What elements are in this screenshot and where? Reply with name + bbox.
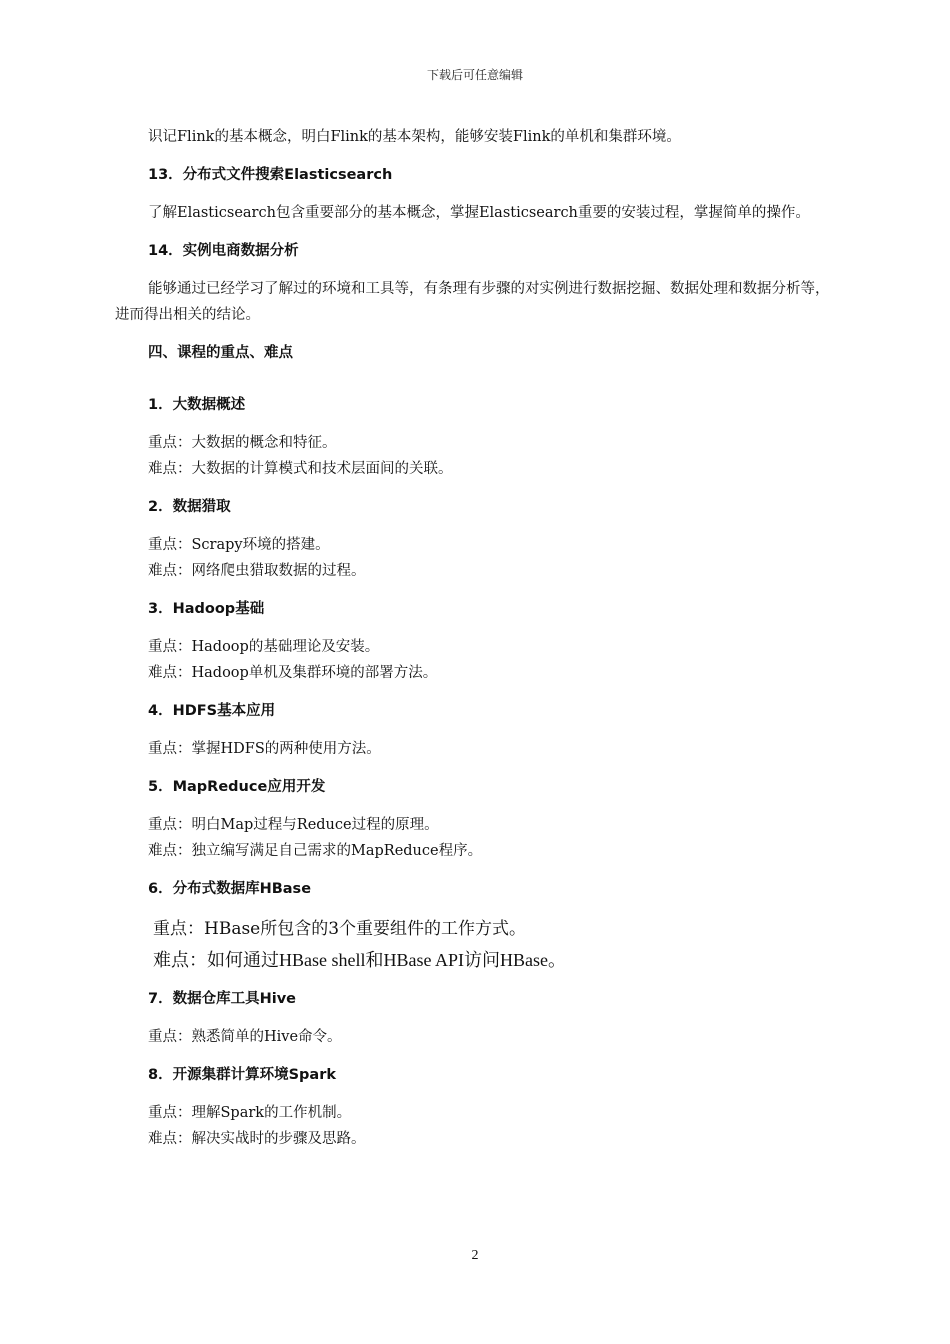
heading-hdfs: 4．HDFS基本应用: [148, 703, 276, 719]
keypoint-line: 重点：HBase所包含的3个重要组件的工作方式。: [153, 919, 527, 939]
page-number: 2: [471, 1248, 479, 1263]
heading-elasticsearch: 13．分布式文件搜索Elasticsearch: [148, 167, 393, 183]
paragraph-ecommerce: 能够通过已经学习了解过的环境和工具等，有条理有步骤的对实例进行数据挖掘、数据处理和数据分析等，进而得出相关的结论。: [115, 281, 830, 323]
difficulty-line: 难点：独立编写满足自己需求的MapReduce程序。: [148, 843, 483, 859]
difficulty-line: 难点：网络爬虫猎取数据的过程。: [148, 563, 366, 579]
heading-ecommerce: 14．实例电商数据分析: [148, 243, 299, 259]
heading-key-points: 四、课程的重点、难点: [148, 345, 293, 361]
difficulty-line: 难点：大数据的计算模式和技术层面间的关联。: [148, 461, 453, 477]
keypoint-line: 重点：Hadoop的基础理论及安装。: [148, 639, 380, 655]
heading-data-acquisition: 2．数据猎取: [148, 499, 231, 515]
heading-spark: 8．开源集群计算环境Spark: [148, 1067, 336, 1083]
heading-bigdata-overview: 1．大数据概述: [148, 397, 246, 413]
keypoint-line: 重点：大数据的概念和特征。: [148, 435, 337, 451]
heading-hadoop: 3．Hadoop基础: [148, 601, 265, 617]
keypoint-line: 重点：掌握HDFS的两种使用方法。: [148, 741, 381, 757]
keypoint-line: 重点：熟悉简单的Hive命令。: [148, 1029, 342, 1045]
keypoint-line: 重点：理解Spark的工作机制。: [148, 1105, 352, 1121]
paragraph-flink: 识记Flink的基本概念，明白Flink的基本架构，能够安装Flink的单机和集群环境。: [148, 129, 681, 145]
difficulty-line: 难点：Hadoop单机及集群环境的部署方法。: [148, 665, 438, 681]
page-header: 下载后可任意编辑: [426, 68, 523, 82]
heading-hbase: 6．分布式数据库HBase: [148, 881, 312, 897]
heading-mapreduce: 5．MapReduce应用开发: [148, 779, 326, 795]
difficulty-line: 难点：如何通过HBase shell和HBase API访问HBase。: [153, 950, 566, 970]
paragraph-elasticsearch: 了解Elasticsearch包含重要部分的基本概念，掌握Elasticsearch重要的安装过程，掌握简单的操作。: [148, 205, 810, 221]
keypoint-line: 重点：Scrapy环境的搭建。: [148, 537, 330, 553]
document-body: [115, 124, 837, 1152]
difficulty-line: 难点：解决实战时的步骤及思路。: [148, 1131, 366, 1147]
keypoint-line: 重点：明白Map过程与Reduce过程的原理。: [148, 817, 439, 833]
heading-hive: 7．数据仓库工具Hive: [148, 991, 296, 1007]
